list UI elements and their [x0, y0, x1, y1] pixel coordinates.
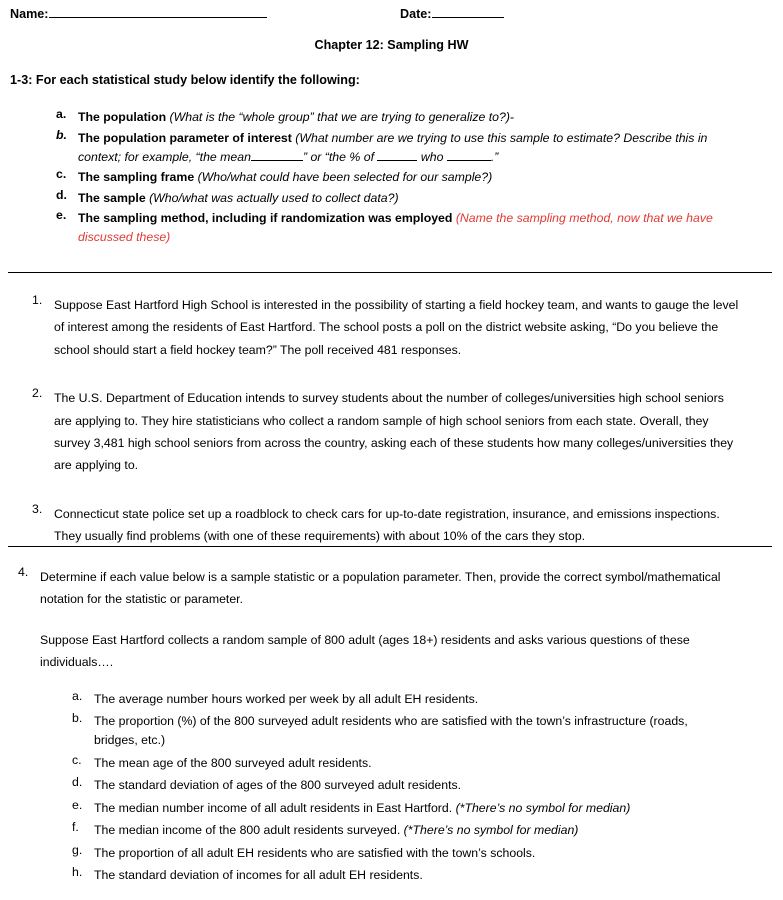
item-bold-text: The population	[78, 110, 170, 124]
question-text: Connecticut state police set up a roadblock to check cars for up-to-date registration, insurance, and emissions inspections. They usually find problems (with one of these requirements) with about 10% of the cars they stop.	[54, 506, 720, 543]
item-bold-text: The sampling frame	[78, 170, 198, 185]
list-item	[0, 294, 783, 361]
question-marker: 4.	[18, 565, 29, 579]
list-item	[0, 844, 783, 863]
subitem-main-text: The average number hours worked per week by all adult EH residents.	[94, 691, 479, 706]
list-item	[0, 799, 783, 818]
list-item	[0, 209, 783, 249]
item-text	[78, 189, 783, 208]
subitem-note: (*There’s no symbol for median)	[455, 800, 631, 815]
list-item	[0, 189, 783, 210]
list-item	[0, 690, 783, 709]
item-italic-text-part1: (What number are we trying to use this sample to estimate? Describe this in context; for example, “the mean	[78, 130, 708, 164]
question-marker: 1.	[32, 293, 43, 307]
name-field-group	[10, 6, 267, 21]
item-marker: a.	[56, 107, 67, 121]
date-label: Date:	[400, 7, 432, 21]
list-item	[0, 821, 783, 840]
date-blank-line[interactable]	[432, 6, 504, 18]
list-item	[0, 712, 783, 750]
question-4	[0, 566, 783, 889]
question-text: Suppose East Hartford High School is interested in the possibility of starting a field hockey team, and wants to gauge the level of interest among the residents of East Hartford. The school posts a poll on the district website asking, “Do you believe the school should start a field hockey team?” The poll received 481 responses.	[54, 298, 739, 357]
item-bold-text: The sampling method, including if randomization was employed	[78, 211, 456, 226]
questions-list	[0, 294, 783, 573]
item-italic-text: (What is the “whole group” that we are trying to generalize to?)-	[169, 110, 515, 124]
question-text: The U.S. Department of Education intends to survey students about the number of colleges/universities high school seniors are applying to. They hire statisticians who collect a random sample of high school seniors from each state. Overall, they survey 3,481 high school seniors from across the country, asking each of these students how many colleges/universities they are applying to.	[54, 391, 734, 473]
name-label: Name:	[10, 7, 49, 21]
subitem-text	[94, 799, 783, 818]
subitem-text	[94, 776, 783, 795]
item-italic-text-part2: ” or “the % of	[302, 149, 378, 164]
list-item	[0, 129, 783, 169]
subitem-marker: d.	[72, 775, 83, 790]
item-marker: d.	[56, 187, 67, 202]
list-item	[0, 754, 783, 773]
subitem-main-text: The proportion of all adult EH residents who are satisfied with the town’s schools.	[94, 845, 536, 860]
spellcheck-squiggle-icon	[35, 21, 51, 25]
item-marker: b.	[56, 127, 67, 142]
question-4-subitems	[0, 690, 783, 886]
item-italic-text: (Who/what could have been selected for our sample?)	[197, 170, 493, 185]
subitem-main-text: The mean age of the 800 surveyed adult residents.	[94, 755, 372, 770]
item-bold-text: The population parameter of interest	[78, 130, 296, 145]
subitem-text	[94, 690, 783, 709]
item-marker: e.	[56, 208, 67, 223]
question-4-body	[40, 566, 783, 674]
item-text	[78, 209, 783, 247]
subitem-note: (*There’s no symbol for median)	[403, 823, 579, 838]
list-item	[0, 108, 783, 129]
blank-underscore-2[interactable]	[377, 150, 417, 161]
subitem-text	[94, 844, 783, 863]
divider-middle	[8, 546, 772, 547]
item-red-note: (Name the sampling method, now that we have discussed these)	[78, 211, 713, 245]
subitem-text	[94, 866, 783, 885]
blank-underscore-1[interactable]	[251, 150, 303, 161]
list-item	[0, 503, 783, 548]
list-item	[0, 168, 783, 189]
list-item	[0, 387, 783, 477]
blank-underscore-3[interactable]	[447, 150, 491, 161]
subitem-text	[94, 754, 783, 773]
page-title: Chapter 12: Sampling HW	[314, 38, 469, 52]
subitem-marker: b.	[72, 711, 83, 726]
identify-items-list	[0, 108, 783, 249]
subitem-main-text: The median number income of all adult residents in East Hartford.	[94, 800, 456, 815]
item-italic-text-part4: .”	[490, 149, 499, 164]
question-marker: 2.	[32, 386, 43, 401]
question-4-paragraph-1: Determine if each value below is a sample statistic or a population parameter. Then, provide the correct symbol/mathematical notation for the statistic or parameter.	[40, 570, 721, 607]
section-heading: 1-3: For each statistical study below identify the following:	[10, 73, 360, 87]
item-text	[78, 129, 783, 167]
list-item	[0, 776, 783, 795]
list-item	[0, 866, 783, 885]
question-4-paragraph-2: Suppose East Hartford collects a random sample of 800 adult (ages 18+) residents and asks various questions of these individuals….	[40, 632, 690, 670]
subitem-marker: e.	[72, 797, 83, 812]
subitem-marker: h.	[72, 865, 83, 880]
subitem-main-text: The median income of the 800 adult residents surveyed.	[94, 823, 404, 838]
subitem-marker: g.	[72, 842, 83, 857]
name-blank-wrap	[49, 6, 267, 21]
divider-top	[8, 272, 772, 273]
item-italic-text: (Who/what was actually used to collect data?)	[149, 190, 399, 205]
header-fields	[10, 6, 773, 28]
item-bold-text: The sample	[78, 190, 150, 205]
question-marker: 3.	[32, 501, 43, 516]
subitem-marker: c.	[72, 752, 82, 767]
name-blank-line[interactable]	[49, 6, 267, 18]
question-4-head	[0, 566, 783, 674]
subitem-main-text: The standard deviation of ages of the 800 surveyed adult residents.	[94, 778, 462, 793]
subitem-text	[94, 821, 783, 840]
item-text	[78, 108, 783, 127]
item-italic-text-part3: who	[417, 149, 447, 164]
date-field-group	[400, 6, 504, 21]
subitem-main-text: The standard deviation of incomes for all adult EH residents.	[94, 868, 423, 883]
subitem-marker: f.	[72, 820, 79, 835]
subitem-main-text: The proportion (%) of the 800 surveyed adult residents who are satisfied with the town’s infrastructure (roads, bridges, etc.)	[94, 714, 688, 748]
item-text	[78, 168, 783, 187]
subitem-marker: a.	[72, 688, 83, 703]
subitem-text	[94, 712, 783, 750]
item-marker: c.	[56, 167, 67, 182]
